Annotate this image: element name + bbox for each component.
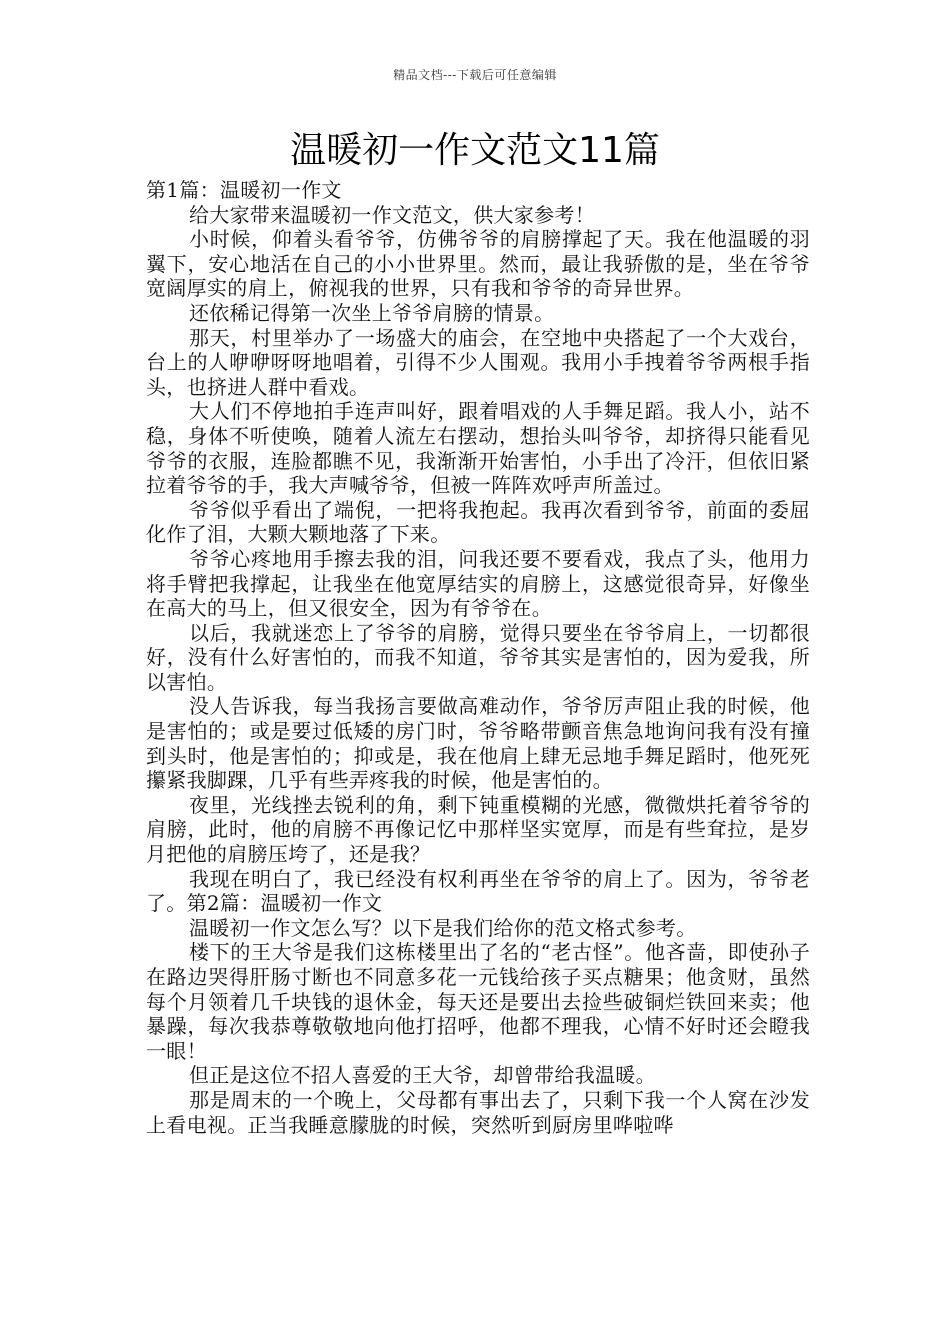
- paragraph: 给大家带来温暖初一作文范文，供大家参考！: [189, 202, 595, 227]
- paragraph: 爷爷心疼地用手擦去我的泪，问我还要不要看戏，我点了头，他用力将手臂把我撑起，让我坐在他宽厚结实的肩膀上，这感觉很奇异，好像坐在高大的马上，但又很安全，因为有爷爷在。: [146, 546, 810, 621]
- paragraph: 还依稀记得第一次坐上爷爷肩膀的情景。: [189, 300, 555, 325]
- paragraph: 但正是这位不招人喜爱的王大爷，却曾带给我温暖。: [189, 1063, 656, 1088]
- paragraph: 夜里，光线挫去锐利的角，剩下钝重模糊的光感，微微烘托着爷爷的肩膀，此时，他的肩膀不再像记忆中那样坚实宽厚，而是有些耷拉，是岁月把他的肩膀压垮了，还是我？: [146, 792, 810, 867]
- paragraph: 第1篇：温暖初一作文: [146, 178, 342, 202]
- paragraph: 那是周末的一个晚上，父母都有事出去了，只剩下我一个人窝在沙发上看电视。正当我睡意朦胧的时候，突然听到厨房里哗啦哗: [146, 1087, 810, 1137]
- paragraph: 大人们不停地拍手连声叫好，跟着唱戏的人手舞足蹈。我人小，站不稳，身体不听使唤，随着人流左右摆动，想抬头叫爷爷，却挤得只能看见爷爷的衣服，连脸都瞧不见，我渐渐开始害怕，小手出了冷汗，但依旧紧拉着爷爷的手，我大声喊爷爷，但被一阵阵欢呼声所盖过。: [146, 399, 810, 498]
- paragraph: 没人告诉我，每当我扬言要做高难动作，爷爷厉声阻止我的时候，他是害怕的；或是要过低矮的房门时，爷爷略带颤音焦急地询问我有没有撞到头时，他是害怕的；抑或是，我在他肩上肆无忌地手舞足蹈时，他死死攥紧我脚踝，几乎有些弄疼我的时候，他是害怕的。: [146, 694, 810, 793]
- document-body: [146, 178, 810, 1137]
- paragraph: 以后，我就迷恋上了爷爷的肩膀，觉得只要坐在爷爷肩上，一切都很好，没有什么好害怕的，而我不知道，爷爷其实是害怕的，因为爱我，所以害怕。: [146, 620, 810, 694]
- paragraph: 那天，村里举办了一场盛大的庙会，在空地中央搭起了一个大戏台，台上的人咿咿呀呀地唱着，引得不少人围观。我用小手拽着爷爷两根手指头，也挤进人群中看戏。: [146, 325, 810, 399]
- document-title: 温暖初一作文范文11篇: [290, 130, 660, 171]
- paragraph: 温暖初一作文怎么写？以下是我们给你的范文格式参考。: [189, 915, 697, 940]
- paragraph: 我现在明白了，我已经没有权利再坐在爷爷的肩上了。因为，爷爷老了。第2篇：温暖初一作文: [146, 866, 810, 916]
- page-header-note: 精品文档---下载后可任意编辑: [393, 68, 557, 82]
- paragraph: 楼下的王大爷是我们这栋楼里出了名的“老古怪”。他吝啬，即使孙子在路边哭得肝肠寸断也不同意多花一元钱给孩子买点糖果；他贪财，虽然每个月领着几千块钱的退休金，每天还是要出去捡些破铜烂铁回来卖；他暴躁，每次我恭尊敬敬地向他打招呼，他都不理我，心情不好时还会瞪我一眼！: [146, 940, 810, 1063]
- paragraph: 爷爷似乎看出了端倪，一把将我抱起。我再次看到爷爷，前面的委屈化作了泪，大颗大颗地落了下来。: [146, 497, 810, 547]
- paragraph: 小时候，仰着头看爷爷，仿佛爷爷的肩膀撑起了天。我在他温暖的羽翼下，安心地活在自己的小小世界里。然而，最让我骄傲的是，坐在爷爷宽阔厚实的肩上，俯视我的世界，只有我和爷爷的奇异世界。: [146, 227, 810, 301]
